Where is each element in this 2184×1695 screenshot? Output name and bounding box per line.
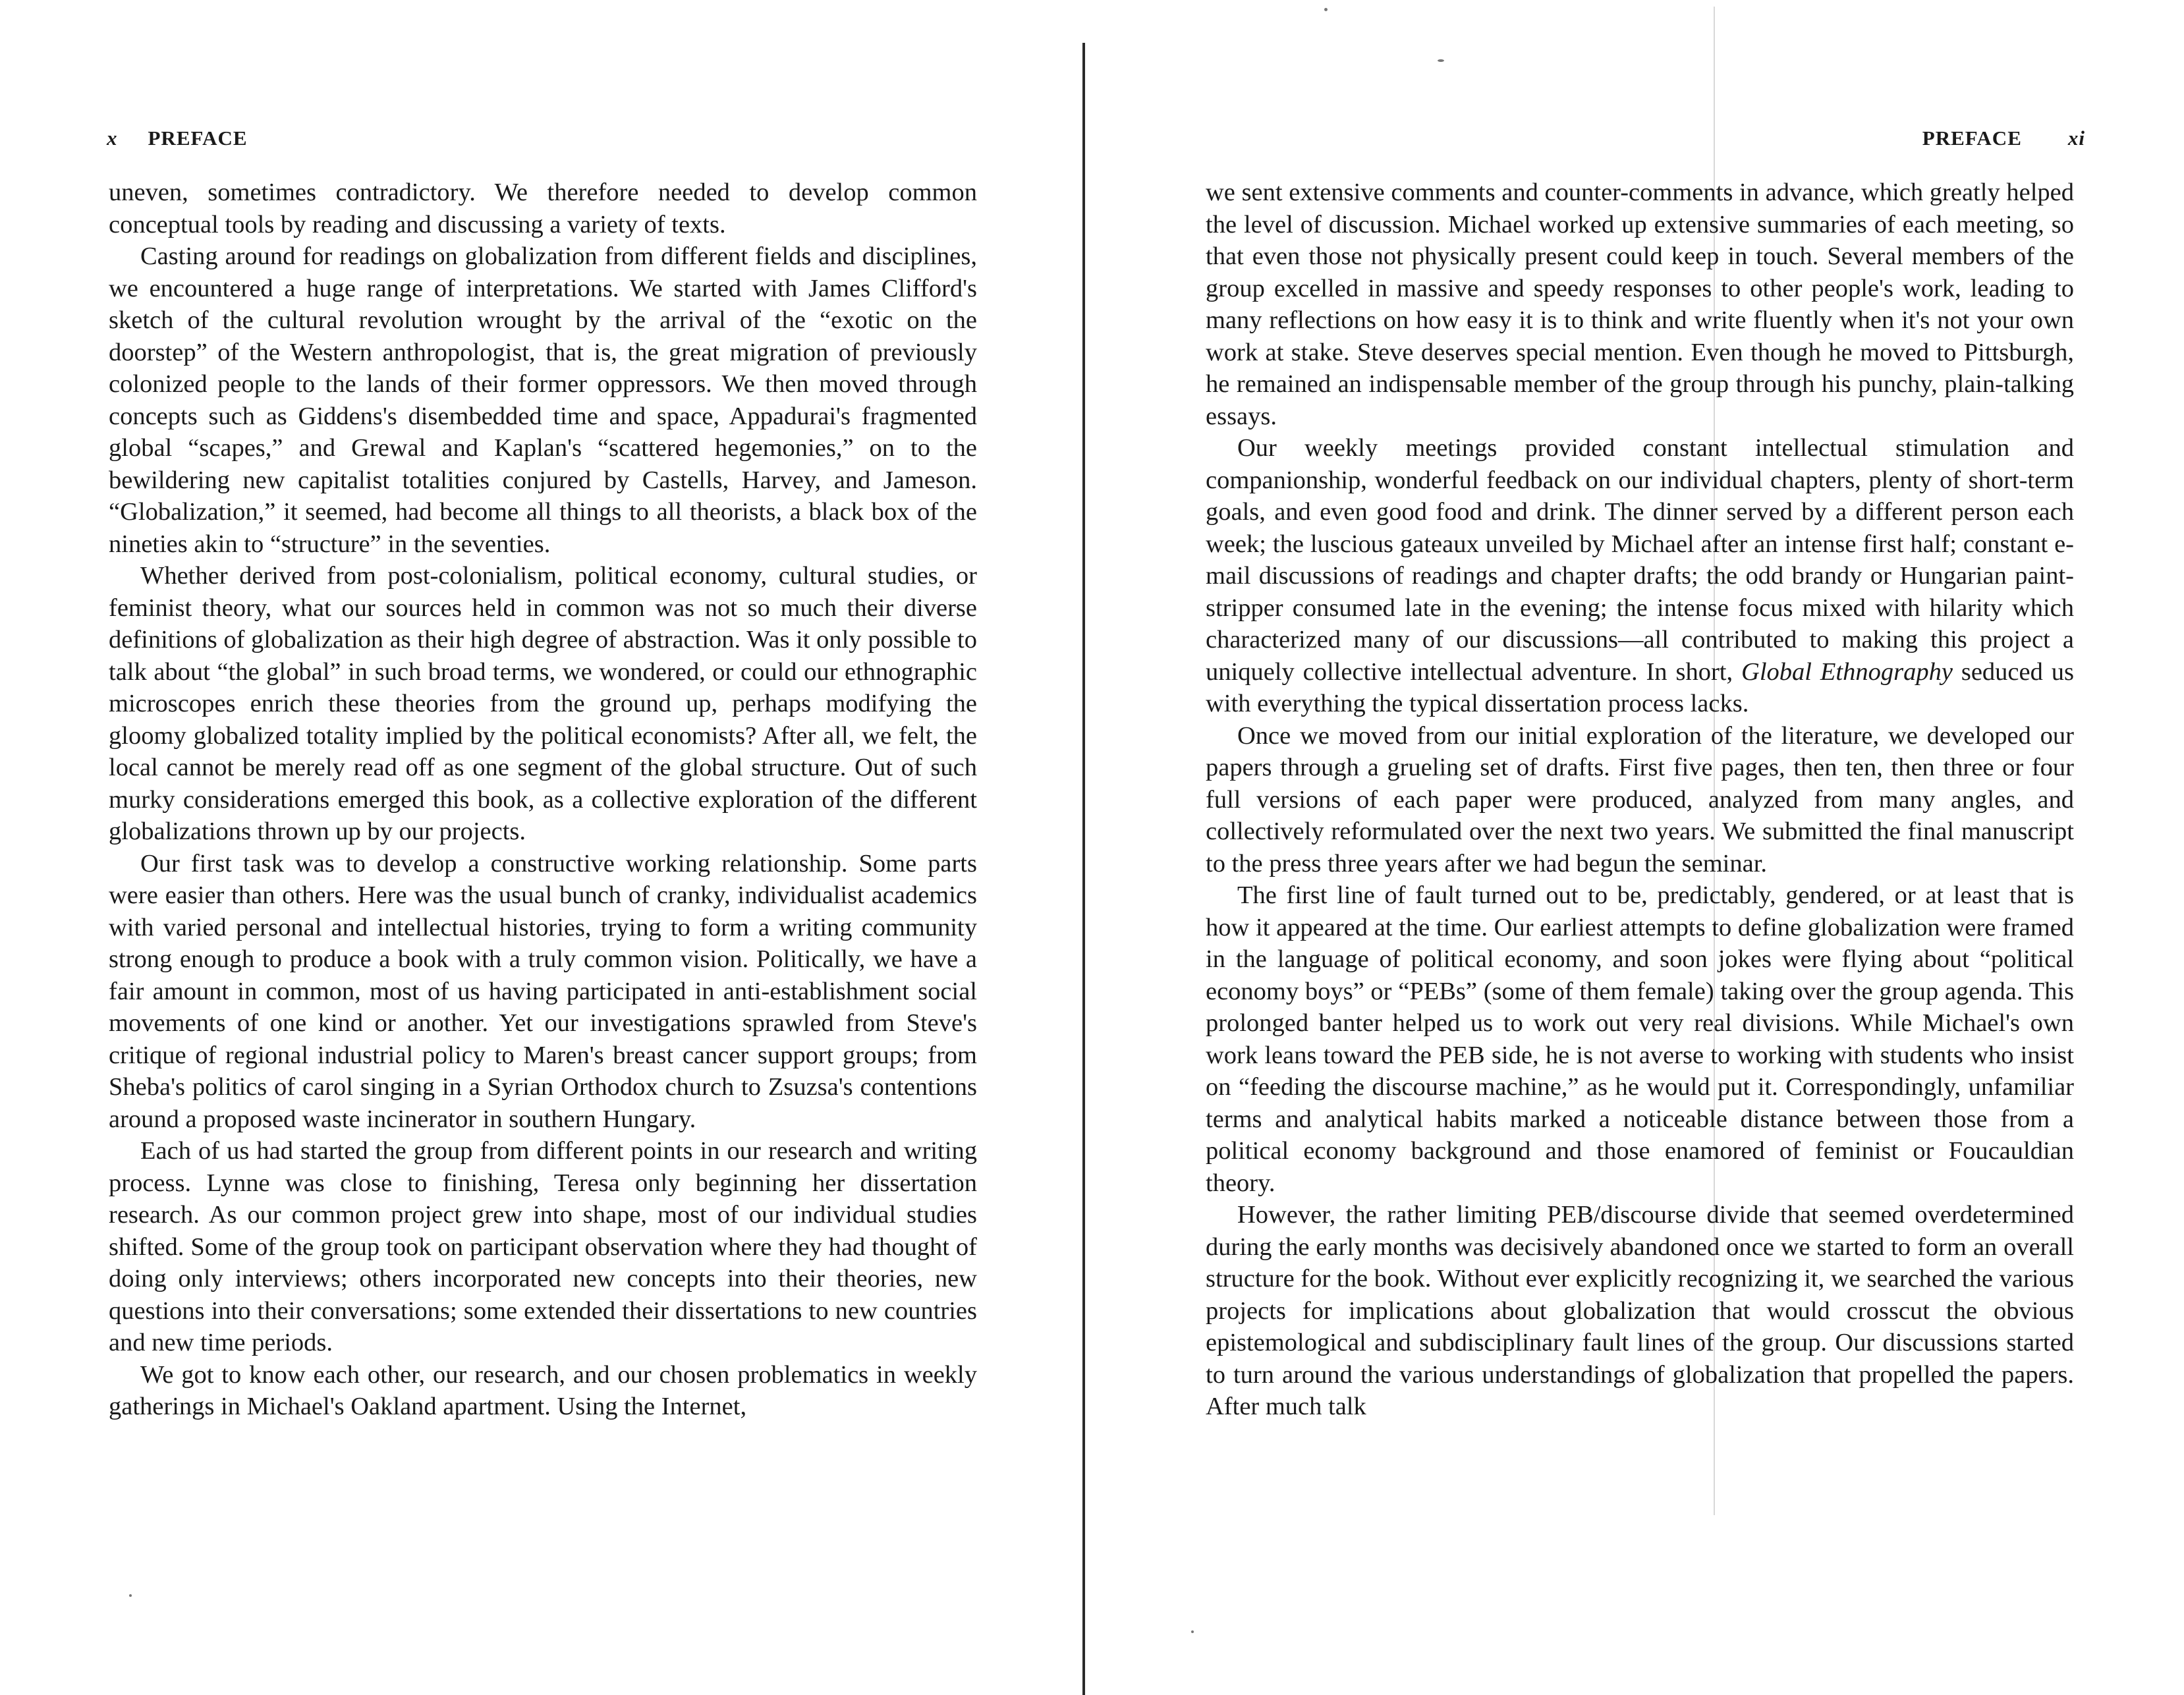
right-text-block <box>1206 177 2074 1423</box>
right-running-head <box>1922 126 2085 150</box>
scan-speck <box>1438 59 1444 62</box>
paragraph: Once we moved from our initial exploration of the literature, we developed our papers through a grueling set of drafts. First five pages, then ten, then three or four full versions of each paper were produced, analyzed from many angles, and collectively reformulated over the next two years. We submitted the final manuscript to the press three years after we had begun the seminar. <box>1206 721 2074 877</box>
paragraph <box>1206 432 2074 720</box>
paragraph-text: Our weekly meetings provided constant intellectual stimulation and companionship, wonderful feedback on our individual chapters, plenty of short-term goals, and even good food and drink. The dinner served by a different person each week; the luscious gateaux unveiled by Michael after an intense first half; constant e-mail discussions of readings and chapter drafts; the odd brandy or Hungarian paint-stripper consumed late in the evening; the intense focus mixed with hilarity which characterized many of our discussions—all contributed to making this project a uniquely collective intellectual adventure. In short, <box>1206 434 2074 686</box>
left-running-head <box>107 126 248 150</box>
paragraph: Each of us had started the group from different points in our research and writing process. Lynne was close to finishing, Teresa only beginning her dissertation research. As our common project grew into shape, most of our individual studies shifted. Some of the group took on participant observation where they had thought of doing only interviews; others incorporated new concepts into their theories, new questions into their conversations; some extended their dissertations to new countries and new time periods. <box>109 1137 977 1356</box>
scan-speck <box>1191 1630 1194 1633</box>
paragraph: Whether derived from post-colonialism, political economy, cultural studies, or feminist theory, what our sources held in common was not so much their diverse definitions of globalization as their high degree of abstraction. Was it only possible to talk about “the global” in such broad terms, we wondered, or could our ethnographic microscopes enrich these theories from the ground up, perhaps modifying the gloomy globalized totality implied by the political economists? After all, we felt, the local cannot be merely read off as one segment of the global structure. Out of such murky considerations emerged this book, as a collective exploration of the different globalizations thrown up by our projects. <box>109 562 977 845</box>
left-text-block <box>109 177 977 1423</box>
paragraph: The first line of fault turned out to be, predictably, gendered, or at least that is how it appeared at the time. Our earliest attempts to define globalization were framed in the language of political economy, and soon jokes were flying about “political economy boys” or “PEBs” (some of them female) taking over the group agenda. This prolonged banter helped us to work out very real divisions. While Michael's own work leans toward the PEB side, he is not averse to working with students who insist on “feeding the discourse machine,” as he would put it. Correspondingly, unfamiliar terms and analytical habits marked a noticeable distance between those from a political economy background and those enamored of feminist or Foucauldian theory. <box>1206 881 2074 1197</box>
paragraph: we sent extensive comments and counter-comments in advance, which greatly helped the level of discussion. Michael worked up extensive summaries of each meeting, so that even those not physically present could keep in touch. Several members of the group excelled in massive and speedy responses to other people's work, leading to many reflections on how easy it is to think and write fluently when it's not your own work at stake. Steve deserves special mention. Even though he moved to Pittsburgh, he remained an indispensable member of the group through his punchy, plain-talking essays. <box>1206 179 2074 430</box>
paragraph: Casting around for readings on globalization from different fields and disciplines, we encountered a huge range of interpretations. We started with James Clifford's sketch of the cultural revolution wrought by the arrival of the “exotic on the doorstep” of the Western anthropologist, that is, the great migration of previously colonized people to the lands of their former oppressors. We then moved through concepts such as Giddens's disembedded time and space, Appadurai's fragmented global “scapes,” and Grewal and Kaplan's “scattered hegemonies,” on to the bewildering new capitalist totalities conjured by Castells, Harvey, and Jameson. “Globalization,” it seemed, had become all things to all theorists, a black box of the nineties akin to “structure” in the seventies. <box>109 242 977 558</box>
paragraph: Our first task was to develop a constructive working relationship. Some parts were easier than others. Here was the usual bunch of cranky, individualist academics with varied personal and intellectual histories, trying to form a writing community strong enough to produce a book with a truly common vision. Politically, we have a fair amount in common, most of us having participated in anti-establishment social movements of one kind or another. Yet our investigations sprawled from Steve's critique of regional industrial policy to Maren's breast cancer support groups; from Sheba's politics of carol singing in a Syrian Orthodox church to Zsuzsa's contentions around a proposed waste incinerator in southern Hungary. <box>109 849 977 1133</box>
scan-speck <box>1324 8 1328 11</box>
book-title: Global Ethnography <box>1741 657 1953 686</box>
book-gutter <box>1082 43 1085 1695</box>
right-page <box>1087 0 2184 1695</box>
paragraph: However, the rather limiting PEB/discourse divide that seemed overdetermined during the early months was decisively abandoned once we started to form an overall structure for the book. Without ever explicitly recognizing it, we searched the various projects for implications about globalization that would crosscut the obvious epistemological and subdisciplinary fault lines of the group. Our discussions started to turn around the various understandings of globalization that propelled the papers. After much talk <box>1206 1201 2074 1420</box>
paragraph-text: seduced us with everything the typical dissertation process lacks. <box>1206 657 2074 717</box>
left-page-number: x <box>107 126 118 150</box>
left-header-title: PREFACE <box>148 126 248 150</box>
left-page <box>0 0 1080 1695</box>
paragraph: uneven, sometimes contradictory. We therefore needed to develop common conceptual tools by reading and discussing a variety of texts. <box>109 179 977 238</box>
paragraph: We got to know each other, our research, and our chosen problematics in weekly gatherings in Michael's Oakland apartment. Using the Internet, <box>109 1360 977 1420</box>
right-page-number: xi <box>2067 126 2085 150</box>
right-header-title: PREFACE <box>1922 126 2022 150</box>
scan-speck <box>129 1594 132 1597</box>
